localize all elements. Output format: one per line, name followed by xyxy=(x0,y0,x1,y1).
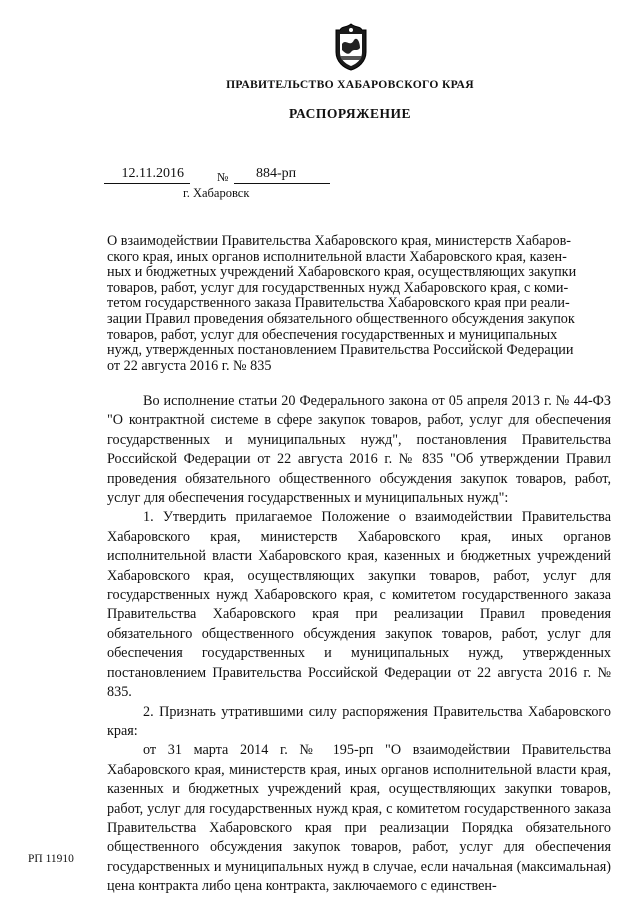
document-type: РАСПОРЯЖЕНИЕ xyxy=(288,106,412,121)
item-1-paragraph: 1. Утвердить прилагаемое Положение о взаимодействии Правительства Хабаровского края, министерств Хабаровского края, иных органов исполнительной власти Хабаровского края, казенных и бюджетных учреждений Хабаровского края, осуществляющих закупки товаров, работ, услуг для государственных нужд Хабаровского края, с комитетом государственного заказа Правительства Хабаровского края при реализации Правил проведения обязательного общественного обсуждения закупок товаров, работ, услуг для обеспечения государственных и муниципальных нужд, утвержденных постановлением Правительства Российской Федерации от 22 августа 2016 г. № 835. xyxy=(107,509,611,701)
subject-line: от 22 августа 2016 г. № 835 xyxy=(107,357,272,374)
item-2-paragraph: 2. Признать утратившими силу распоряжения Правительства Хабаровского края: xyxy=(107,703,611,739)
subject-line: товаров, работ, услуг для обеспечения государственных и муниципальных xyxy=(107,326,558,343)
document-city: г. Хабаровск xyxy=(183,186,250,200)
footer-code: РП 11910 xyxy=(28,853,74,865)
item-2-sub-paragraph: от 31 марта 2014 г. № 195-рп "О взаимодействии Правительства Хабаровского края, министерств края, иных органов исполнительной власти края, казенных и бюджетных учреждений края, осуществляющих закупки товаров, работ, услуг для государственных нужд края, с комитетом государственного заказа Правительства Хабаровского края при реализации Порядка обязательного общественного обсуждения закупок товаров, работ, услуг для обеспечения государственных и муниципальных нужд в случае, если начальная (максимальная) цена контракта либо цена контракта, заключаемого с единствен- xyxy=(107,742,611,895)
subject-line: тетом государственного заказа Правительства Хабаровского края при реали- xyxy=(107,295,570,312)
subject-line: ского края, иных органов исполнительной власти Хабаровского края, казен- xyxy=(107,248,567,265)
number-sign: № xyxy=(217,170,229,184)
preamble-paragraph: Во исполнение статьи 20 Федерального закона от 05 апреля 2013 г. № 44-ФЗ "О контрактной системе в сфере закупок товаров, работ, услуг для обеспечения государственных и муниципальных нужд", постановления Правительства Российской Федерации от 22 августа 2016 г. № 835 "Об утверждении Правил проведения обязательного общественного обсуждения закупок товаров, работ, услуг для обеспечения государственных и муниципальных нужд": xyxy=(107,393,611,507)
document-subject xyxy=(107,234,615,374)
subject-line: О взаимодействии Правительства Хабаровского края, министерств Хабаров- xyxy=(107,233,572,249)
document-number: 884-рп xyxy=(234,165,330,184)
coat-of-arms-icon xyxy=(330,22,372,72)
document-body xyxy=(107,392,611,897)
subject-line: нужд, утвержденных постановлением Правительства Российской Федерации xyxy=(107,342,574,359)
government-title: ПРАВИТЕЛЬСТВО ХАБАРОВСКОГО КРАЯ xyxy=(226,78,474,91)
subject-line: зации Правил проведения обязательного общественного обсуждения закупок xyxy=(107,310,575,327)
subject-line: товаров, работ, услуг для государственных нужд Хабаровского края, с коми- xyxy=(107,279,569,296)
subject-line: ных и бюджетных учреждений Хабаровского края, осуществляющих закупки xyxy=(107,264,577,281)
document-date: 12.11.2016 xyxy=(104,165,190,184)
